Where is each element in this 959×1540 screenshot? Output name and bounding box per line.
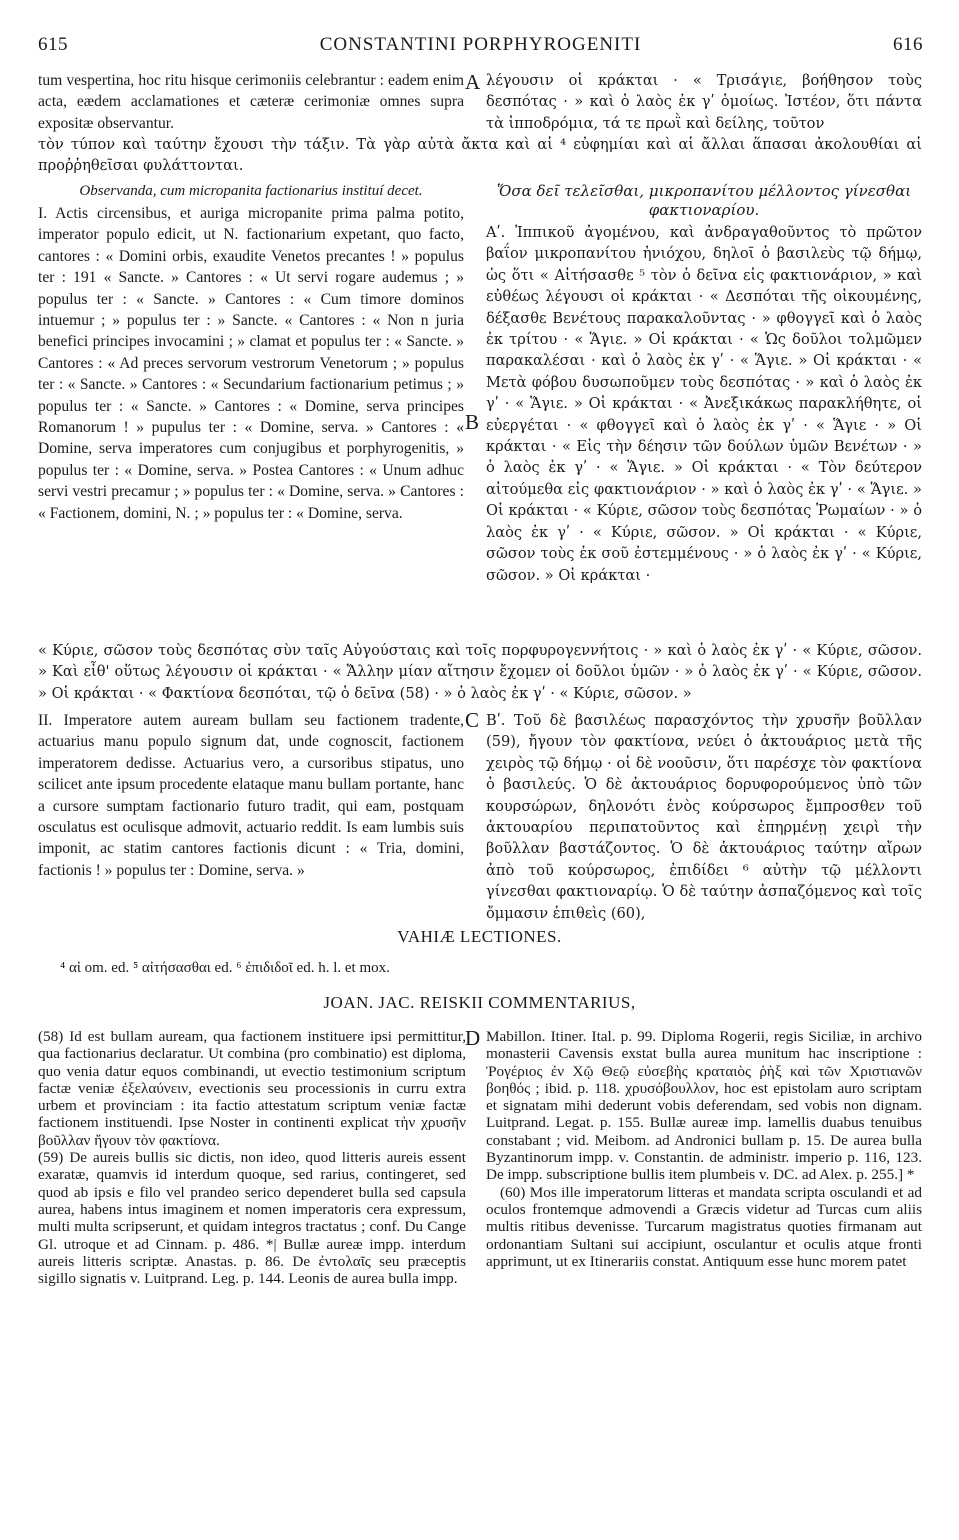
margin-marker-a: A <box>465 70 481 94</box>
greek-section1-text: Αʹ. Ἱππικοῦ ἀγομένου, καὶ ἀνδραγαθοῦντος τὸ πρῶτον βαΐον μικροπανίτου ἡνιόχου, δηλοῖ ὁ βασιλεὺς τῷ δήμῳ, ὡς ὅτι « Αἰτήσασθε ⁵ τὸν ὁ δεῖνα εἰς φακτιονάριον, » καὶ εὐθέως λέγουσι οἱ κράκται · « Δεσπόται τῆς οἰκουμένης, δέξασθε Βενέτους παρακαλοῦντας · » φθογγεῖ καὶ ὁ λαὸς ἐκ τρίτου · « Ἅγιε. » Οἱ κράκται · « Ὡς δοῦλοι τολμῶμεν παρακαλέσαι · καὶ ὁ λαὸς ἐκ γʹ · « Ἅγιε. » Οἱ κράκται · « Μετὰ φόβου δυσωποῦμεν τοὺς δεσπότας · » καὶ ὁ λαὸς ἐκ γʹ · « Ἅγιε. » Οἱ κράκται · « Ἀνεξικάκως παρακλήθητε, οἱ εὐεργέται · « φθογγεῖ καὶ ὁ λαὸς ἐκ γʹ · « Ἅγιε · » Οἱ κράκται · « Εἰς τὴν δέησιν τῶν δούλων ὑμῶν Βενέτων · » ὁ λαὸς ἐκ γʹ · « Ἅγιε. » Οἱ κράκται · « Τὸν δεύτερον αἰτούμεθα εἰς φακτιονάριον · » καὶ ὁ λαὸς ἐκ γʹ · « Ἅγιε. » Οἱ κράκται · « Κύριε, σῶσον τοὺς δεσπότας Ῥωμαίων · » ὁ λαὸς ἐκ γʹ · « Κύριε, σῶσον. » Οἱ κράκται · « Κύριε, σῶσον τοὺς ἐκ σοῦ ἐστεμμένους · » ὁ λαὸς ἐκ γʹ · « Κύριε, σῶσον. » Οἱ κράκται · <box>486 224 922 584</box>
running-title: CONSTANTINI PORPHYROGENITI <box>319 34 642 55</box>
page-number-left: 615 <box>38 34 68 55</box>
commentary-note-59-continued: Mabillon. Itiner. Ital. p. 99. Diploma Rogerii, regis Siciliæ, in archivo monasterii Cavensis exstat bulla aurea munitum hac inscriptione : Ῥογέριος ἐν Χῷ Θεῷ εὐσεβὴς κραταιὸς ῥὴξ καὶ τῶν Χριστιανῶν βοηθός ; ibid. p. 118. χρυσόβουλλον, hoc est epistolam auro scriptam et signatam mihi dederunt vobis deferendam, sed vobis non dignam. Luitprand. Legat. p. 155. Bullæ aureæ imp. lamellis duabus tenuibus constabant ; vid. Meibom. ad Andronici bullam p. 15. De aurea bulla Byzantinorum impp. v. Constantin. de administr. imperio p. 116, 123. De impp. subscriptione bullis item plumbeis v. DC. ad Alex. p. 255.] * <box>486 1028 922 1184</box>
commentary-note-60: (60) Mos ille imperatorum litteras et mandata scripta osculandi et ad oculos frontemque admovendi a Græcis videtur ad Turcas cum aliis multis ritibus devenisse. Turcarum magistratus quoties firmanam aut ordonantiam Sultani sui accipiunt, osculantur et oculis atque fronti apprimunt, ut ex Itinerariis constat. Antiquum esse hunc morem patet <box>486 1183 922 1270</box>
greek-fullwidth-section1: « Κύριε, σῶσον τοὺς δεσπότας σὺν ταῖς Αὐγούσταις καὶ τοῖς πορφυρογεννήτοις · » καὶ ὁ λαὸς ἐκ γʹ · « Κύριε, σῶσον. » Καὶ εἶθ' οὕτως λέγουσιν οἱ κράκται · « Ἄλλην μίαν αἴτησιν ἔχομεν οἱ δοῦλοι ὑμῶν · » ὁ λαὸς ἐκ γʹ · « Κύριε, σῶσον. » Οἱ κράκται · « Φακτίονα δεσπόται, τῷ ὁ δεῖνα (58) · » ὁ λαὸς ἐκ γʹ · « Κύριε, σῶσον. » <box>38 642 922 702</box>
latin-section-title: Observanda, cum micropanita factionarius instituí decet. <box>79 183 423 199</box>
page-number-right: 616 <box>893 34 923 55</box>
variae-lectiones-heading: VAHIÆ LECTIONES. <box>397 927 562 946</box>
greek-column-section2: Βʹ. Τοῦ δὲ βασιλέως παρασχόντος τὴν χρυσῆν βοῦλλαν (59), ἤγουν τὸν φακτίονα, νεύει ὁ ἀκτουάριος μετὰ τῆς χειρὸς τῷ δήμῳ · οἱ δὲ νοοῦσιν, ὅτι παρέσχε τὸν φακτίονα ὁ βασιλεύς. Ὁ δὲ ἀκτουάριος δορυφορούμενος ὑπὸ τῶν κουρσώρων, δηλονότι ἑνὸς κούρσωρος ἔμπροσθεν τοῦ ἀκτουαρίου περιπατοῦντος καὶ ἐπηρμένῃ χειρὶ τὴν βοῦλλαν βαστάζοντος. Ὁ δὲ ἀκτουάριος ταύτην αἴρων ἀπὸ τοῦ κούρσωρος, ἐπιδίδει ⁶ αὐτὴν τῷ μέλλοντι γίνεσθαι φακτιοναρίῳ. Ὁ δὲ ταύτην ἀσπαζόμενος καὶ τοῖς ὄμμασιν ἐπιθεὶς (60), <box>486 712 922 922</box>
margin-marker-c: C <box>465 708 480 732</box>
greek-column-section1 <box>486 182 922 586</box>
greek-fullwidth-top: τὸν τύπον καὶ ταύτην ἔχουσι τὴν τάξιν. Τὰ γὰρ αὐτὰ ἄκτα καὶ αἱ ⁴ εὐφημίαι καὶ αἱ ἄλλαι ἅπασαι ἀκολουθίαι αἱ προῤῥηθεῖσαι φυλάττονται. <box>38 136 922 175</box>
latin-column-top: tum vespertina, hoc ritu hisque cerimoniis celebrantur : eadem enim acta, eædem acclamationes et cæteræ cerimoniæ omnes supra expositæ observantur. <box>38 72 464 132</box>
margin-marker-b: B <box>465 410 480 434</box>
greek-section-title: Ὅσα δεῖ τελεῖσθαι, μικροπανίτου μέλλοντος γίνεσθαι φακτιοναρίου. <box>496 182 912 219</box>
margin-marker-d: D <box>465 1026 481 1050</box>
latin-column-section1 <box>38 182 464 524</box>
commentary-left-column <box>38 1028 466 1287</box>
commentary-note-59: (59) De aureis bullis sic dictis, non ideo, quod litteris aureis essent exaratæ, quamvis id interdum quoque, sed rarius, contingeret, sed quod ab ipsis e filo vel prandeo serico dependeret bulla sed capsula aurea, habens intus imaginem et nomen imperatoris cera expressum, multi multa scripserunt, et quidam integros tractatus ; conf. Du Cange Gl. utroque et ad Cinnam. p. 486. *| Bullæ aureæ impp. interdum aureis litteris scriptæ. Anastas. p. 86. De ἐντολαῖς seu præceptis sigillo signatis v. Luitprand. Leg. p. 144. Leonis de aurea bulla impp. <box>38 1149 466 1288</box>
running-header <box>38 34 923 58</box>
commentary-right-column <box>486 1028 922 1270</box>
latin-column-section2: II. Imperatore autem auream bullam seu factionem tradente, actuarius manu populo signum dat, unde cognoscit, factionem imperatorem dedisse. Actuarius vero, a cursoribus stipatus, uno scilicet ante ipsum procedente elataque manu bullam portante, hanc a cursore sumptam factionario futuro tradit, qui eam, postquam osculatus est oculisque admovit, actuario reddit. Is eam lumbis suis imponit, ac statim cantores factionis dicunt : « Tria, domini, factionis ! » populus ter : Domine, serva. » <box>38 712 464 879</box>
commentary-heading: JOAN. JAC. REISKII COMMENTARIUS, <box>323 993 636 1012</box>
variae-lectiones-notes: ⁴ αἱ om. ed. ⁵ αἰτήσασθαι ed. ⁶ ἐπιδιδοῖ ed. h. l. et mox. <box>60 960 390 976</box>
greek-column-top: λέγουσιν οἱ κράκται · « Τρισάγιε, βοήθησον τοὺς δεσπότας · » καὶ ὁ λαὸς ἐκ γʹ ὁμοίως. Ἰστέον, ὅτι πάντα τὰ ἱπποδρόμια, τά τε πρωῒ καὶ δείλης, τοῦτον <box>486 72 922 132</box>
commentary-note-58: (58) Id est bullam auream, qua factionem instituere ipsi permittitur, qua factionarius declaratur. Ut combina (pro combinatio) est diploma, quo venia datur equos combinandi, ut evectio testimonium scriptum factæ veniæ ἐξελαύνειν, evectionis seu processionis in curru extra urbem et provinciam : ita factio attestatum scriptum veniæ factæ factionem instituendi. Ipse Noster in continenti explicat τὴν χρυσῆν βοῦλλαν ἤγουν τὸν φακτίονα. <box>38 1028 466 1149</box>
latin-section1-text: I. Actis circensibus, et auriga micropanite prima palma potito, imperator populo edicit, ut N. factionarium expetant, quo facto, cantores : « Domini orbis, exaudite Venetos precantes ! » populus ter : 191 « Sancte. » Cantores : « Ut servi rogare audemus ; » populus ter : « Sancte. » Cantores : « Cum timore dominos intuemur ; » populus ter : » Sancte. « Cantores : « Non n juria benefici principes invocamini ; » clamat et populus ter : « Sancte. » Cantores : « Ad preces servorum vestrorum Venetorum ; » populus ter : « Sancte. » Cantores : « Secundarium factionarium petimus ; » populus ter : « Sancte. » Cantores : « Domine, serva principes Romanorum ! » pupulus ter : « Domine, serva. » Cantores : « Domine, serva imperatores cum conjugibus et porphyrogenitis, » populus ter : « Domine, serva. » Postea Cantores : « Unum adhuc servi vestri precamur ; » populus ter : « Domine, serva. » Cantores : « Factionem, domini, N. ; » populus ter : « Domine, serva. <box>38 205 464 522</box>
